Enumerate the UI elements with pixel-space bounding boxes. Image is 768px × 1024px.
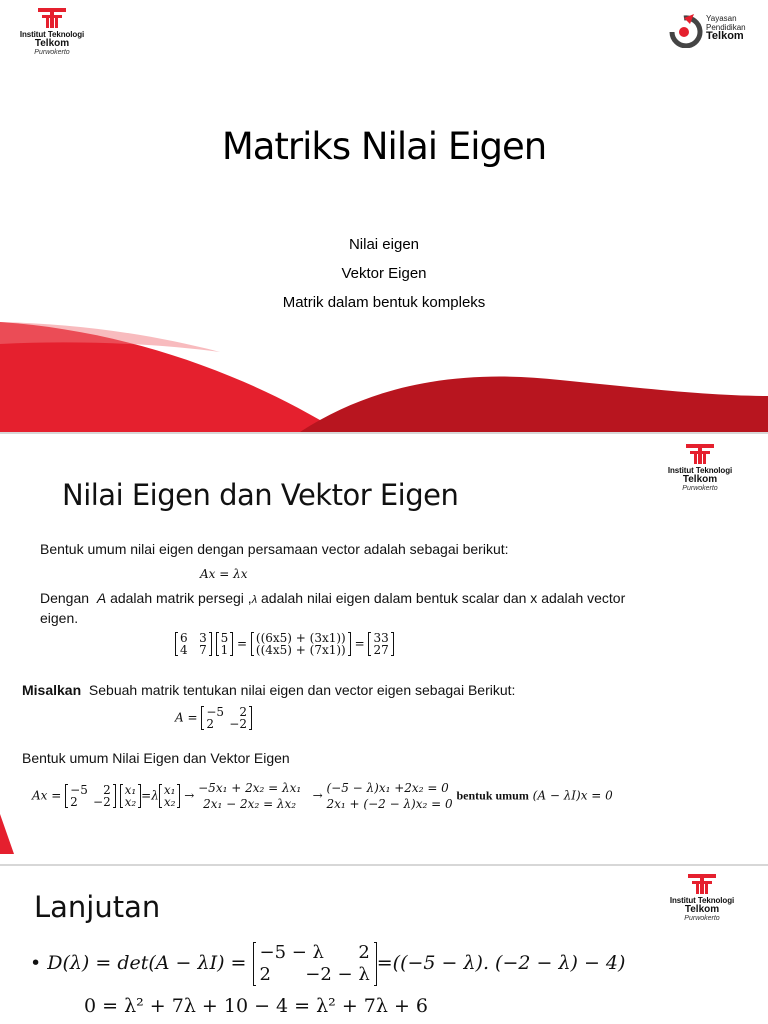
telkom-emblem-icon xyxy=(687,872,717,896)
example-matrix xyxy=(175,632,212,656)
cell: x₁ xyxy=(163,783,176,797)
arrow-1: → xyxy=(184,788,195,803)
system-matrix xyxy=(65,784,116,808)
telkom-logo xyxy=(2,6,102,57)
cell: 27 xyxy=(373,643,389,657)
cell: 2 xyxy=(206,717,215,731)
red-wave-decoration xyxy=(0,300,768,432)
system-lines xyxy=(198,780,301,812)
yayasan-line-3: Telkom xyxy=(706,30,744,42)
eigen-equation: Ax = λx xyxy=(200,567,248,581)
system2-line-2: 2x₁ + (−2 − λ)x₂ = 0 xyxy=(326,797,453,811)
telkom-logo xyxy=(652,872,752,923)
example-expansion xyxy=(251,632,351,656)
system2-lines xyxy=(327,780,453,812)
cell: 6 xyxy=(180,631,188,645)
matrix-a-lhs: A = xyxy=(175,710,198,725)
misalkan-text: Sebuah matrik tentukan nilai eigen dan vector eigen sebagai Berikut: xyxy=(88,682,516,698)
cell: −5 xyxy=(206,705,225,719)
cell: 2 xyxy=(103,783,111,797)
system-eq-lambda: =λ xyxy=(141,788,159,803)
yayasan-logo xyxy=(664,10,760,48)
example-calculation: 6 3 4 7 5 1 = ((6x5) + (3x1)) ((4x5) + (7x1)) = 33 27 xyxy=(175,632,394,656)
cell: ((6x5) + (3x1)) xyxy=(255,631,346,645)
system-lhs: Ax = xyxy=(32,788,62,803)
topic-item-1: Nilai eigen xyxy=(348,236,420,253)
cell: 1 xyxy=(220,643,229,657)
cell: 33 xyxy=(373,631,389,645)
definition-lambda: λ xyxy=(251,594,258,606)
logo-line-3: Purwokerto xyxy=(684,915,720,922)
yayasan-line-2: Pendidikan xyxy=(706,23,746,32)
definition-a: A xyxy=(96,590,107,606)
cell: 7 xyxy=(199,643,207,657)
example-vector xyxy=(216,632,234,656)
bentuk-umum-heading: Bentuk umum Nilai Eigen dan Vektor Eigen xyxy=(22,750,290,766)
misalkan-label: Misalkan xyxy=(22,682,82,698)
cell: −5 − λ xyxy=(259,942,324,963)
logo-line-2: Telkom xyxy=(682,474,718,485)
yayasan-emblem-icon xyxy=(664,10,704,48)
cell: 5 xyxy=(220,631,229,645)
cell: −5 xyxy=(70,783,88,797)
characteristic-equation: 0 = λ² + 7λ + 10 − 4 = λ² + 7λ + 6 xyxy=(84,995,429,1017)
logo-line-3: Purwokerto xyxy=(682,485,718,492)
cell: 2 xyxy=(358,942,370,963)
misalkan-line xyxy=(22,682,515,698)
section-title: Nilai Eigen dan Vektor Eigen xyxy=(62,478,459,512)
lanjutan-title: Lanjutan xyxy=(34,890,161,924)
determinant-suffix: =((−5 − λ). (−2 − λ) − 4) xyxy=(376,952,626,974)
cell: −2 xyxy=(93,795,111,809)
cell: 2 xyxy=(259,964,271,985)
definition-text xyxy=(40,590,750,606)
determinant-line xyxy=(30,942,625,986)
definition-line-2: eigen. xyxy=(40,610,79,626)
yayasan-line-1: Yayasan xyxy=(706,14,737,23)
system-equation xyxy=(32,780,613,812)
definition-mid: adalah matrik persegi , xyxy=(110,590,252,606)
telkom-emblem-icon xyxy=(37,6,67,30)
cell: 2 xyxy=(70,795,78,809)
slide-title-heading: Matriks Nilai Eigen xyxy=(221,125,547,168)
logo-line-1: Institut Teknologi xyxy=(19,30,85,39)
bentuk-umum-label: bentuk umum xyxy=(456,788,529,803)
system-x-vector-2 xyxy=(159,784,181,808)
system-line-1: −5x₁ + 2x₂ = λx₁ xyxy=(198,781,302,795)
bentuk-umum-equation: (A − λI)x = 0 xyxy=(532,788,613,803)
cell: −2 xyxy=(229,717,247,731)
cell: x₂ xyxy=(124,795,137,809)
cell: x₂ xyxy=(163,795,176,809)
topic-item-3: Matrik dalam bentuk kompleks xyxy=(282,294,486,311)
intro-text: Bentuk umum nilai eigen dengan persamaan vector adalah sebagai berikut: xyxy=(40,541,509,557)
cell: 2 xyxy=(239,705,247,719)
red-corner-decoration xyxy=(0,814,14,854)
topic-item-2: Vektor Eigen xyxy=(341,265,427,282)
telkom-emblem-icon xyxy=(685,442,715,466)
system2-line-1: (−5 − λ)x₁ +2x₂ = 0 xyxy=(326,781,449,795)
arrow-2: → xyxy=(312,788,323,803)
cell: −2 − λ xyxy=(305,964,370,985)
definition-prefix: Dengan xyxy=(40,590,90,606)
logo-line-1: Institut Teknologi xyxy=(667,466,733,475)
cell: 3 xyxy=(199,631,207,645)
cell: 4 xyxy=(180,643,188,657)
matrix-a-definition xyxy=(175,706,252,730)
matrix-a xyxy=(201,706,252,730)
cell: ((4x5) + (7x1)) xyxy=(255,643,346,657)
telkom-logo xyxy=(650,442,750,493)
cell: x₁ xyxy=(124,783,137,797)
definition-rest: adalah nilai eigen dalam bentuk scalar dan x adalah vector xyxy=(261,590,626,606)
slide-title xyxy=(0,0,768,432)
logo-line-3: Purwokerto xyxy=(34,49,70,56)
example-result xyxy=(368,632,393,656)
determinant-prefix: • D(λ) = det(A − λI) = xyxy=(30,952,247,974)
logo-line-2: Telkom xyxy=(684,904,720,915)
determinant-matrix xyxy=(253,942,377,986)
logo-line-2: Telkom xyxy=(34,38,70,49)
system-x-vector xyxy=(120,784,142,808)
system-line-2: 2x₁ − 2x₂ = λx₂ xyxy=(203,797,297,811)
logo-line-1: Institut Teknologi xyxy=(669,896,735,905)
